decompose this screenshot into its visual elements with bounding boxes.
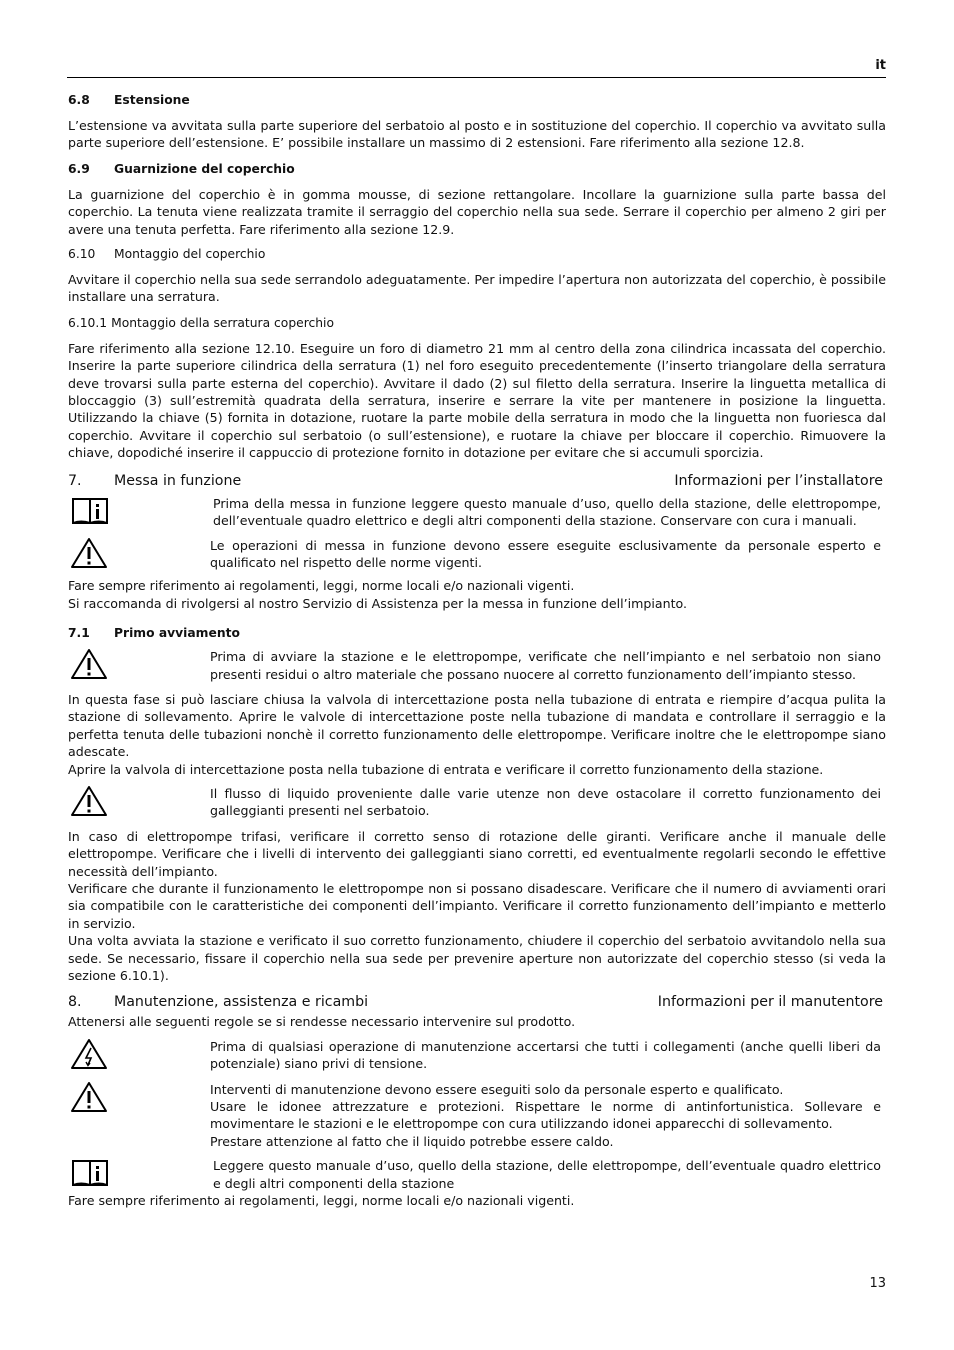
paragraph: Attenersi alle seguenti regole se si rendesse necessario intervenire sul prodotto.	[68, 1014, 576, 1030]
section-text-6-8: L’estensione va avvitata sulla parte superiore del serbatoio al posto e in sostituzione del coperchio. Il coperchio va avvitato sulla parte superiore dell’estensione. E’ possibile installare un massimo di 2 estensioni. Fare riferimento alla sezione 12.8.	[68, 118, 886, 151]
section-heading-6-8	[68, 91, 886, 109]
paragraph: In questa fase si può lasciare chiusa la valvola di intercettazione posta nella tubazione di entrata e riempire d’acqua pulita la stazione di sollevamento. Aprire le valvole di intercettazione poste nella tubazione di mandata e controllare il serraggio e la perfetta tenuta delle tubazioni nonchè il corretto funzionamento delle elettropompe. Verificare inoltre che le elettropompe siano adescate.	[68, 691, 886, 760]
section-title: Guarnizione del coperchio	[114, 161, 295, 176]
section-number: 6.8	[68, 93, 90, 107]
note-text: Prima della messa in funzione leggere questo manuale d’uso, quello della stazione, delle elettropompe, dell’eventuale quadro elettrico e degli altri componenti della stazione. Conservare con cura i manuali.	[213, 495, 881, 529]
paragraph: Aprire la valvola di intercettazione posta nella tubazione di entrata e verificare il corretto funzionamento della stazione.	[68, 761, 824, 777]
note-text: Prima di avviare la stazione e le elettropompe, verificate che nell’impianto e nel serbatoio non siano presenti residui o altro materiale che possano nuocere al corretto funzionamento dell’impianto stesso.	[210, 649, 881, 682]
chapter-audience: Informazioni per il manutentore	[657, 994, 883, 1011]
manual-note	[68, 495, 886, 530]
chapter-title: Manutenzione, assistenza e ricambi	[114, 994, 369, 1011]
electric-hazard-icon	[68, 1038, 210, 1070]
chapter-audience: Informazioni per l’installatore	[674, 472, 883, 489]
section-title: Montaggio del coperchio	[114, 247, 266, 262]
section-text-6-10: Avvitare il coperchio nella sua sede serrandolo adeguatamente. Per impedire l’apertura non autorizzata del coperchio, è possibile installare una serratura.	[68, 272, 886, 305]
section-text-6-10-1: Fare riferimento alla sezione 12.10. Eseguire un foro di diametro 21 mm al centro della zona cilindrica incassata del coperchio. Inserire la parte superiore cilindrica della serratura (1) nel foro eseguito precedentemente (l’inserto triangolare della serratura deve trovarsi sulla parte esterna del coperchio). Avvitare il dado (2) sul filetto della serratura. Inserire la linguetta metallica di bloccaggio (3) sull’estremità quadrata della serratura, inserire e serrare la vite per mantenere in posizione la linguetta. Utilizzando la chiave (5) fornita in dotazione, ruotare la parte mobile della serratura in modo che la linguetta non fuoriesca dal coperchio. Avvitare il coperchio sul serbatoio (o sull’estensione), e ruotare la chiave per bloccare il coperchio. Rimuovere la chiave, dopodiché inserire il cappuccio di protezione fornito in dotazione per evitare che si accumuli sporcizia.	[68, 340, 886, 461]
manual-book-icon	[68, 1157, 210, 1189]
note-line: Prestare attenzione al fatto che il liquido potrebbe essere caldo.	[210, 1133, 614, 1149]
chapter-title: Messa in funzione	[114, 472, 242, 489]
section-heading-6-9	[68, 160, 886, 178]
warning-icon	[68, 537, 210, 569]
note-text: Il flusso di liquido proveniente dalle varie utenze non deve ostacolare il corretto funzionamento dei galleggianti presenti nel serbatoio.	[210, 785, 881, 819]
section-number: 6.10.1	[68, 315, 108, 330]
electric-warning-note	[68, 1038, 886, 1073]
note-text	[210, 1081, 886, 1151]
paragraph: Verificare che durante il funzionamento le elettropompe non si possano disadescare. Verificare che il numero di avviamenti orari sia compatibile con le caratteristiche dei componenti dell’impianto. Verificare il corretto funzionamento dell’impianto e metterlo in servizio.	[68, 881, 886, 931]
section-title: Primo avviamento	[114, 626, 240, 641]
warning-note	[68, 785, 886, 820]
page-number: 13	[869, 1276, 886, 1291]
chapter-number: 7.	[68, 472, 82, 489]
note-text: Prima di qualsiasi operazione di manutenzione accertarsi che tutti i collegamenti (anche quelli liberi da potenziale) siano privi di tensione.	[210, 1038, 881, 1072]
paragraph: Una volta avviata la stazione e verificato il suo corretto funzionamento, chiudere il coperchio del serbatoio avvitandolo nella sua sede. Se necessario, fissare il coperchio nella sua sede per prevenire aperture non autorizzate del coperchio stesso (si veda la sezione 6.10.1).	[68, 933, 886, 984]
section-heading-7-1	[68, 624, 886, 642]
section-number: 6.9	[68, 161, 90, 176]
warning-icon	[68, 785, 210, 817]
chapter-heading-7	[68, 471, 886, 491]
warning-note	[68, 1081, 886, 1151]
note-text: Leggere questo manuale d’uso, quello della stazione, delle elettropompe, dell’eventuale quadro elettrico e degli altri componenti della stazione	[213, 1158, 881, 1191]
note-text: Le operazioni di messa in funzione devono essere eseguite esclusivamente da personale esperto e qualificato nel rispetto delle norme vigenti.	[210, 537, 881, 570]
header-rule	[67, 77, 886, 78]
section-heading-6-10	[68, 245, 886, 263]
paragraph: In caso di elettropompe trifasi, verificare il corretto senso di rotazione delle giranti. Verificare anche il manuale delle elettropompe. Verificare che i livelli di intervento dei galleggianti siano corretti, ed eventualmente regolarli secondo le effettive necessità dell’impianto.	[68, 828, 886, 879]
manual-note	[68, 1157, 886, 1192]
paragraph: Si raccomanda di rivolgersi al nostro Servizio di Assistenza per la messa in funzione dell’impianto.	[68, 595, 687, 611]
chapter-heading-8	[68, 992, 886, 1012]
manual-book-icon	[68, 495, 210, 527]
note-line: Usare le idonee attrezzature e protezioni. Rispettare le norme di antinfortunistica. Sollevare e movimentare le stazioni e le elettropompe con cura utilizzando idonei apparecchi di sollevamento.	[210, 1099, 881, 1132]
warning-icon	[68, 1081, 210, 1113]
warning-note	[68, 537, 886, 572]
warning-note	[68, 648, 886, 683]
chapter-number: 8.	[68, 994, 82, 1011]
warning-icon	[68, 648, 210, 680]
section-number: 7.1	[68, 626, 90, 641]
section-text-6-9: La guarnizione del coperchio è in gomma mousse, di sezione rettangolare. Incollare la guarnizione sulla parte bassa del coperchio. La tenuta viene realizzata tramite il serraggio del coperchio nella sua sede. Serrare il coperchio per almeno 2 giri per avere una tenuta perfetta. Fare riferimento alla sezione 12.9.	[68, 186, 886, 237]
page-content	[68, 91, 886, 1210]
section-title: Montaggio della serratura coperchio	[111, 315, 334, 330]
note-line: Interventi di manutenzione devono essere eseguiti solo da personale esperto e qualificato.	[210, 1081, 784, 1097]
language-code: it	[875, 58, 886, 73]
paragraph: Fare sempre riferimento ai regolamenti, leggi, norme locali e/o nazionali vigenti.	[68, 578, 575, 594]
section-heading-6-10-1	[68, 314, 886, 332]
section-title: Estensione	[114, 93, 190, 107]
section-number: 6.10	[68, 247, 96, 262]
paragraph: Fare sempre riferimento ai regolamenti, leggi, norme locali e/o nazionali vigenti.	[68, 1193, 575, 1209]
